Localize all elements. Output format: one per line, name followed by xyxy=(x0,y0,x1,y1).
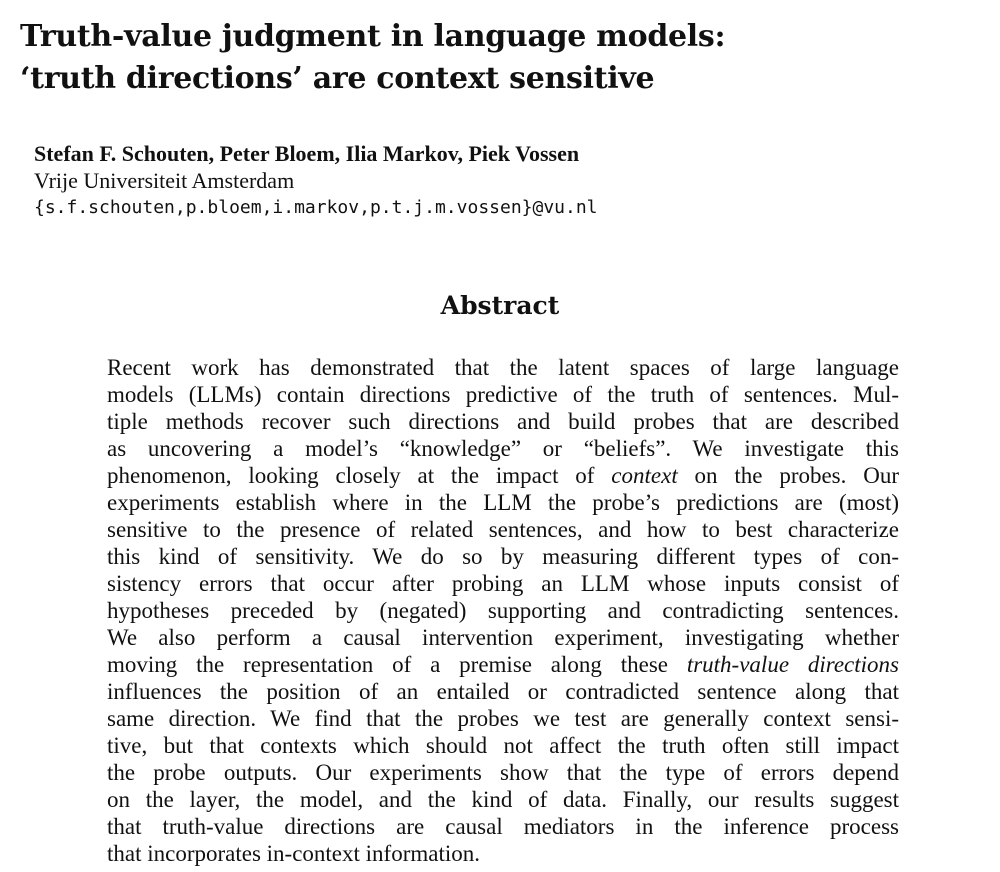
abstract-text: moving the representation of a premise along these xyxy=(107,652,687,677)
title-line-1: Truth-value judgment in language models: xyxy=(20,19,726,54)
abstract-text: as uncovering a model’s “knowledge” or “beliefs”. We investigate this xyxy=(107,436,899,461)
abstract-text: experiments establish where in the LLM the probe’s predictions are (most) xyxy=(107,490,899,515)
abstract-line xyxy=(107,462,899,489)
abstract-text: tive, but that contexts which should not affect the truth often still impact xyxy=(107,733,899,758)
abstract-line xyxy=(107,381,899,408)
paper-title xyxy=(20,16,725,100)
author-block xyxy=(34,140,598,222)
abstract-line xyxy=(107,570,899,597)
abstract-line xyxy=(107,786,899,813)
abstract-text: this kind of sensitivity. We do so by measuring different types of con- xyxy=(107,544,899,569)
abstract-text: on the layer, the model, and the kind of data. Finally, our results suggest xyxy=(107,787,899,812)
abstract-line xyxy=(107,732,899,759)
affiliation: Vrije Universiteit Amsterdam xyxy=(34,168,295,193)
abstract-text: sistency errors that occur after probing an LLM whose inputs consist of xyxy=(107,571,899,596)
title-line-2: ‘truth directions’ are context sensitive xyxy=(20,61,655,96)
abstract-line xyxy=(107,354,899,381)
abstract-line xyxy=(107,705,899,732)
abstract-text: influences the position of an entailed or contradicted sentence along that xyxy=(107,679,899,704)
abstract-text: phenomenon, looking closely at the impact of xyxy=(107,463,612,488)
abstract-text: on the probes. Our xyxy=(677,463,899,488)
abstract-text: Recent work has demonstrated that the latent spaces of large language xyxy=(107,355,899,380)
abstract-line xyxy=(107,759,899,786)
abstract-heading: Abstract xyxy=(440,291,560,320)
abstract-emphasis: truth-value directions xyxy=(686,652,899,677)
abstract-line xyxy=(107,840,899,867)
abstract-line xyxy=(107,543,899,570)
abstract-text: models (LLMs) contain directions predictive of the truth of sentences. Mul- xyxy=(107,382,899,407)
abstract-text: that incorporates in-context information. xyxy=(107,841,480,866)
abstract-text: same direction. We find that the probes we test are generally context sensi- xyxy=(107,706,899,731)
abstract-text: sensitive to the presence of related sentences, and how to best characterize xyxy=(107,517,899,542)
abstract-line xyxy=(107,651,899,678)
abstract-body xyxy=(107,354,899,867)
author-names: Stefan F. Schouten, Peter Bloem, Ilia Markov, Piek Vossen xyxy=(34,141,580,166)
abstract-line xyxy=(107,678,899,705)
abstract-text: the probe outputs. Our experiments show that the type of errors depend xyxy=(107,760,899,785)
abstract-line xyxy=(107,408,899,435)
abstract-line xyxy=(107,435,899,462)
abstract-text: tiple methods recover such directions and build probes that are described xyxy=(107,409,899,434)
abstract-text: hypotheses preceded by (negated) supporting and contradicting sentences. xyxy=(107,598,899,623)
abstract-line xyxy=(107,624,899,651)
abstract-line xyxy=(107,516,899,543)
abstract-text: that truth-value directions are causal mediators in the inference process xyxy=(107,814,899,839)
abstract-text: We also perform a causal intervention experiment, investigating whether xyxy=(107,625,899,650)
abstract-line xyxy=(107,489,899,516)
abstract-emphasis: context xyxy=(611,463,678,488)
email-addresses: {s.f.schouten,p.bloem,i.markov,p.t.j.m.vossen}@vu.nl xyxy=(34,197,598,218)
abstract-line xyxy=(107,597,899,624)
abstract-line xyxy=(107,813,899,840)
